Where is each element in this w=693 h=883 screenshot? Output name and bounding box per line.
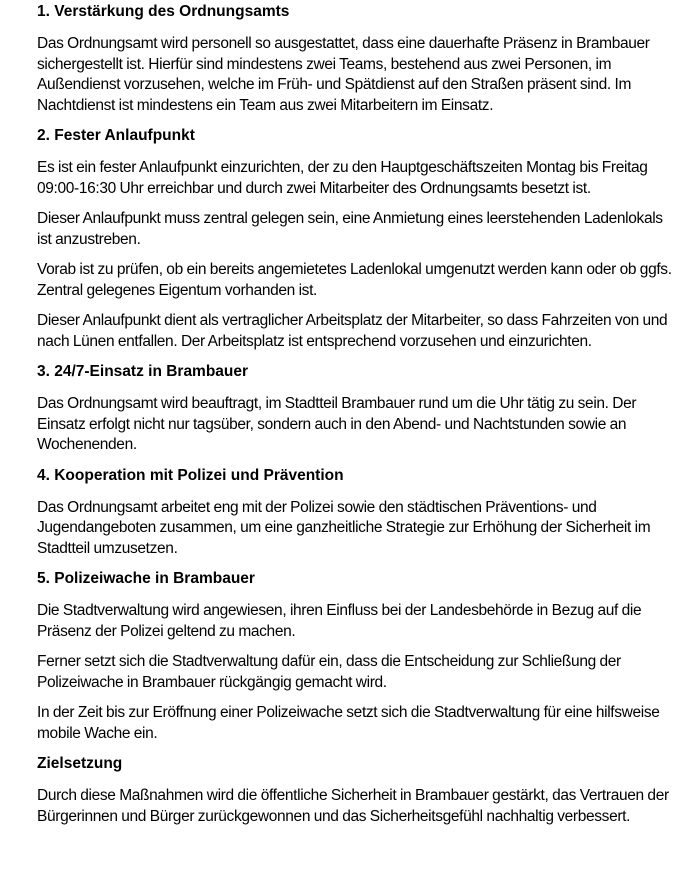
section-heading: 5. Polizeiwache in Brambauer <box>37 570 255 587</box>
section-zielsetzung <box>37 754 673 827</box>
section-heading: 4. Kooperation mit Polizei und Prävention <box>37 466 344 484</box>
section-heading: 1. Verstärkung des Ordnungsamts <box>37 3 290 20</box>
section-fester-anlaufpunkt <box>37 126 673 352</box>
section-kooperation-polizei <box>37 466 673 560</box>
section-paragraph: Dieser Anlaufpunkt muss zentral gelegen sein, eine Anmietung eines leerstehenden Ladenlokals ist anzustreben. <box>37 210 663 248</box>
section-heading: 3. 24/7-Einsatz in Brambauer <box>37 363 249 380</box>
section-paragraph: Das Ordnungsamt wird personell so ausgestattet, dass eine dauerhafte Präsenz in Brambauer sichergestellt ist. Hierfür sind mindestens zwei Teams, bestehend aus zwei Personen, im Außendienst vorzusehen, welche im Früh- und Spätdienst auf den Straßen präsent sind. Im Nachtdienst ist mindestens ein Team aus zwei Mitarbeitern im Einsatz. <box>37 35 650 114</box>
section-paragraph: Ferner setzt sich die Stadtverwaltung dafür ein, dass die Entscheidung zur Schließung der Polizeiwache in Brambauer rückgängig gemacht wird. <box>37 653 621 691</box>
section-paragraph: Es ist ein fester Anlaufpunkt einzurichten, der zu den Hauptgeschäftszeiten Montag bis Freitag 09:00-16:30 Uhr erreichbar und durch zwei Mitarbeiter des Ordnungsamts besetzt ist. <box>37 159 648 197</box>
section-paragraph: Das Ordnungsamt wird beauftragt, im Stadtteil Brambauer rund um die Uhr tätig zu sein. Der Einsatz erfolgt nicht nur tagsüber, sondern auch in den Abend- und Nachtstunden sowie an Wochenenden. <box>37 395 637 453</box>
section-heading: 2. Fester Anlaufpunkt <box>37 127 195 144</box>
section-paragraph: In der Zeit bis zur Eröffnung einer Polizeiwache setzt sich die Stadtverwaltung für eine hilfsweise mobile Wache ein. <box>37 704 660 742</box>
section-paragraph: Durch diese Maßnahmen wird die öffentliche Sicherheit in Brambauer gestärkt, das Vertrauen der Bürgerinnen und Bürger zurückgewonnen und das Sicherheitsgefühl nachhaltig verbessert. <box>37 787 669 825</box>
section-verstaerkung-ordnungsamt <box>37 2 673 116</box>
section-24-7-einsatz <box>37 362 673 456</box>
section-paragraph: Vorab ist zu prüfen, ob ein bereits angemietetes Ladenlokal umgenutzt werden kann oder ob ggfs. Zentral gelegenes Eigentum vorhanden ist. <box>37 261 672 299</box>
section-paragraph: Dieser Anlaufpunkt dient als vertraglicher Arbeitsplatz der Mitarbeiter, so dass Fahrzeiten von und nach Lünen entfallen. Der Arbeitsplatz ist entsprechend vorzusehen und einzurichten. <box>37 312 668 350</box>
section-paragraph: Die Stadtverwaltung wird angewiesen, ihren Einfluss bei der Landesbehörde in Bezug auf die Präsenz der Polizei geltend zu machen. <box>37 602 642 640</box>
section-polizeiwache <box>37 569 673 744</box>
section-paragraph: Das Ordnungsamt arbeitet eng mit der Polizei sowie den städtischen Präventions- und Jugendangeboten zusammen, um eine ganzheitliche Strategie zur Erhöhung der Sicherheit im Stadtteil umzusetzen. <box>37 498 651 557</box>
section-heading: Zielsetzung <box>37 755 123 772</box>
